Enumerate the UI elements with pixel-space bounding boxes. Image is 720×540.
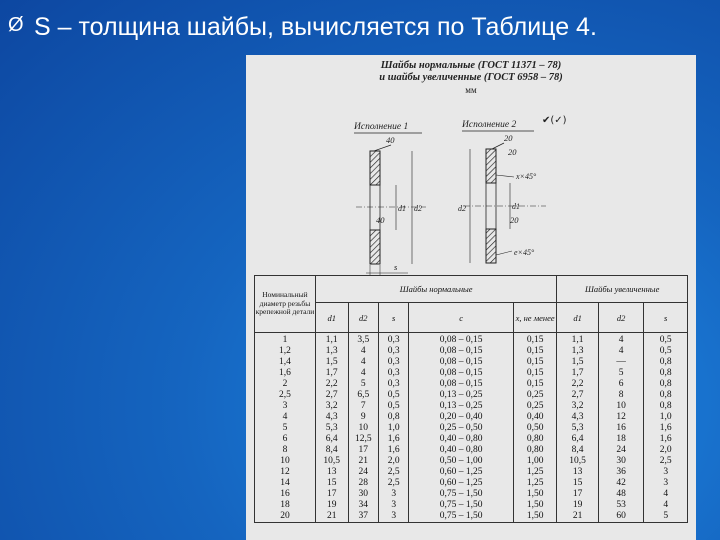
table-cell: 0,8 (644, 390, 688, 401)
table-cell: 0,3 (378, 333, 408, 347)
dim-40-mid: 40 (376, 215, 385, 225)
table-cell: 4 (644, 489, 688, 500)
table-cell: 5 (598, 368, 644, 379)
table-cell: 3 (378, 511, 408, 523)
dim-d2-v2: d2 (458, 204, 466, 213)
table-cell: 4,3 (315, 412, 348, 423)
table-cell: 13 (557, 467, 598, 478)
table-cell: 1,6 (644, 434, 688, 445)
table-cell: 3 (644, 467, 688, 478)
table-cell: 0,8 (378, 412, 408, 423)
table-cell: 2,7 (557, 390, 598, 401)
table-cell: 0,80 (513, 434, 557, 445)
dim-d1-v2: d1 (512, 202, 520, 211)
table-cell: 4 (598, 346, 644, 357)
table-row (255, 434, 688, 445)
table-cell: 3,2 (315, 401, 348, 412)
table-row (255, 478, 688, 489)
table-cell: 0,8 (644, 379, 688, 390)
table-cell: 5 (255, 423, 316, 434)
table-cell: 1,5 (557, 357, 598, 368)
table-cell: 5,3 (557, 423, 598, 434)
table-cell: 21 (348, 456, 378, 467)
table-cell: 10,5 (315, 456, 348, 467)
table-cell: 2,0 (644, 445, 688, 456)
table-row (255, 368, 688, 379)
table-cell: 1,7 (557, 368, 598, 379)
table-cell: 14 (255, 478, 316, 489)
table-cell: 0,50 – 1,00 (409, 456, 513, 467)
table-cell: 0,13 – 0,25 (409, 401, 513, 412)
scan-title-line1: Шайбы нормальные (ГОСТ 11371 – 78) (380, 60, 562, 71)
table-cell: 1,3 (557, 346, 598, 357)
table-cell: 1,4 (255, 357, 316, 368)
col-header: s (378, 303, 408, 333)
table-cell: 4 (598, 333, 644, 347)
col-header: x, не менее (513, 303, 557, 333)
col-header: d1 (315, 303, 348, 333)
table-cell: 7 (348, 401, 378, 412)
table-cell: 0,15 (513, 379, 557, 390)
table-cell: 2 (255, 379, 316, 390)
table-row (255, 445, 688, 456)
table-cell: 0,08 – 0,15 (409, 379, 513, 390)
table-cell: 10,5 (557, 456, 598, 467)
table-cell: 0,8 (644, 368, 688, 379)
table-cell: 0,5 (378, 401, 408, 412)
table-cell: 5 (348, 379, 378, 390)
table-cell: 28 (348, 478, 378, 489)
table-cell: 37 (348, 511, 378, 523)
table-cell: 60 (598, 511, 644, 523)
table-cell: 1,6 (378, 434, 408, 445)
table-cell: 0,75 – 1,50 (409, 511, 513, 523)
table-cell: 17 (557, 489, 598, 500)
table-cell: 5,3 (315, 423, 348, 434)
table-cell: 36 (598, 467, 644, 478)
table-cell: — (598, 357, 644, 368)
table-cell: 6 (255, 434, 316, 445)
table-cell: 2,7 (315, 390, 348, 401)
size-header: Номинальный диаметр резьбы крепежной детали (255, 276, 316, 333)
table-cell: 1 (255, 333, 316, 347)
table-row (255, 423, 688, 434)
table-cell: 1,50 (513, 500, 557, 511)
table-cell: 12,5 (348, 434, 378, 445)
table-cell: 1,6 (378, 445, 408, 456)
bullet-arrow-icon: Ø (8, 14, 24, 36)
table-cell: 3 (378, 500, 408, 511)
table-cell: 53 (598, 500, 644, 511)
table-cell: 0,20 – 0,40 (409, 412, 513, 423)
table-cell: 16 (255, 489, 316, 500)
washer-drawing (246, 105, 696, 275)
table-cell: 2,0 (378, 456, 408, 467)
table-cell: 10 (348, 423, 378, 434)
table-cell: 0,5 (644, 333, 688, 347)
table-cell: 13 (315, 467, 348, 478)
table-cell: 2,5 (378, 467, 408, 478)
table-cell: 1,25 (513, 478, 557, 489)
table-cell: 0,08 – 0,15 (409, 333, 513, 347)
table-cell: 10 (598, 401, 644, 412)
table-cell: 0,08 – 0,15 (409, 368, 513, 379)
table-cell: 18 (255, 500, 316, 511)
table-cell: 2,5 (255, 390, 316, 401)
table-row (255, 401, 688, 412)
table-cell: 42 (598, 478, 644, 489)
table-cell: 1,0 (644, 412, 688, 423)
table-cell: 4 (348, 368, 378, 379)
table-cell: 18 (598, 434, 644, 445)
group-normal-header: Шайбы нормальные (315, 276, 557, 303)
table-cell: 15 (315, 478, 348, 489)
table-cell: 0,15 (513, 357, 557, 368)
table-cell: 0,40 (513, 412, 557, 423)
col-header: d1 (557, 303, 598, 333)
table-row (255, 346, 688, 357)
table-cell: 34 (348, 500, 378, 511)
dim-40-top: 40 (386, 135, 395, 145)
table-row (255, 357, 688, 368)
dim-e-chamfer: e×45° (514, 248, 535, 257)
table-cell: 0,15 (513, 368, 557, 379)
table-row (255, 412, 688, 423)
table-cell: 30 (598, 456, 644, 467)
dim-20-top: 20 (504, 133, 513, 143)
table-cell: 21 (557, 511, 598, 523)
table-row (255, 511, 688, 523)
table-cell: 1,25 (513, 467, 557, 478)
table-row (255, 379, 688, 390)
table-cell: 0,80 (513, 445, 557, 456)
table-cell: 0,60 – 1,25 (409, 478, 513, 489)
table-cell: 6,4 (557, 434, 598, 445)
scan-unit: мм (465, 85, 477, 95)
dim-d2-v1: d2 (414, 204, 422, 213)
table-cell: 5 (644, 511, 688, 523)
table-cell: 2,5 (378, 478, 408, 489)
table-cell: 9 (348, 412, 378, 423)
table-cell: 6 (598, 379, 644, 390)
scanned-table-image (246, 55, 696, 540)
table-cell: 8,4 (315, 445, 348, 456)
check-mark-icon: ✔(✓) (542, 115, 567, 126)
table-cell: 0,08 – 0,15 (409, 346, 513, 357)
group-large-header: Шайбы увеличенные (557, 276, 688, 303)
table-cell: 1,50 (513, 489, 557, 500)
dim-20-upper: 20 (508, 147, 517, 157)
table-cell: 1,1 (315, 333, 348, 347)
table-cell: 2,5 (644, 456, 688, 467)
table-cell: 48 (598, 489, 644, 500)
table-cell: 0,25 (513, 390, 557, 401)
col-header: d2 (348, 303, 378, 333)
washer-table (254, 275, 688, 523)
table-cell: 2,2 (557, 379, 598, 390)
table-cell: 3 (644, 478, 688, 489)
table-cell: 1,00 (513, 456, 557, 467)
table-cell: 1,6 (255, 368, 316, 379)
table-cell: 0,40 – 0,80 (409, 445, 513, 456)
col-header: s (644, 303, 688, 333)
table-cell: 19 (315, 500, 348, 511)
table-row (255, 390, 688, 401)
dim-s: s (394, 262, 398, 272)
table-cell: 0,25 (513, 401, 557, 412)
table-cell: 12 (598, 412, 644, 423)
table-cell: 8,4 (557, 445, 598, 456)
table-cell: 2,2 (315, 379, 348, 390)
table-cell: 30 (348, 489, 378, 500)
variant1-label: Исполнение 1 (354, 122, 409, 132)
col-header: c (409, 303, 513, 333)
dim-x-chamfer: x×45° (516, 172, 537, 181)
table-cell: 1,5 (315, 357, 348, 368)
table-cell: 6,5 (348, 390, 378, 401)
table-cell: 0,25 – 0,50 (409, 423, 513, 434)
table-cell: 17 (348, 445, 378, 456)
table-cell: 0,75 – 1,50 (409, 489, 513, 500)
table-cell: 10 (255, 456, 316, 467)
table-cell: 15 (557, 478, 598, 489)
table-body (255, 333, 688, 523)
table-cell: 12 (255, 467, 316, 478)
scan-title-line2: и шайбы увеличенные (ГОСТ 6958 – 78) (379, 72, 563, 83)
table-cell: 0,3 (378, 357, 408, 368)
table-cell: 24 (598, 445, 644, 456)
table-cell: 3,2 (557, 401, 598, 412)
table-cell: 20 (255, 511, 316, 523)
table-cell: 17 (315, 489, 348, 500)
table-cell: 0,5 (378, 390, 408, 401)
table-cell: 6,4 (315, 434, 348, 445)
dim-d1-v1: d1 (398, 204, 406, 213)
table-cell: 0,50 (513, 423, 557, 434)
table-cell: 4 (644, 500, 688, 511)
table-cell: 4 (348, 346, 378, 357)
table-cell: 1,2 (255, 346, 316, 357)
table-cell: 0,15 (513, 333, 557, 347)
table-cell: 0,8 (644, 357, 688, 368)
table-cell: 4,3 (557, 412, 598, 423)
table-cell: 1,6 (644, 423, 688, 434)
table-cell: 0,3 (378, 368, 408, 379)
table-row (255, 456, 688, 467)
table-cell: 8 (598, 390, 644, 401)
table-cell: 0,40 – 0,80 (409, 434, 513, 445)
table-cell: 4 (255, 412, 316, 423)
table-cell: 3 (378, 489, 408, 500)
table-cell: 0,60 – 1,25 (409, 467, 513, 478)
table-cell: 0,5 (644, 346, 688, 357)
table-cell: 4 (348, 357, 378, 368)
table-row (255, 489, 688, 500)
table-cell: 0,15 (513, 346, 557, 357)
dim-20-lower: 20 (510, 215, 519, 225)
table-cell: 3 (255, 401, 316, 412)
variant2-label: Исполнение 2 (462, 120, 517, 130)
table-cell: 0,3 (378, 379, 408, 390)
table-cell: 1,7 (315, 368, 348, 379)
table-row (255, 500, 688, 511)
table-cell: 0,08 – 0,15 (409, 357, 513, 368)
table-cell: 0,8 (644, 401, 688, 412)
bullet-text: S – толщина шайбы, вычисляется по Таблице 4. (34, 13, 597, 41)
table-row (255, 467, 688, 478)
table-cell: 1,50 (513, 511, 557, 523)
table-cell: 19 (557, 500, 598, 511)
table-cell: 16 (598, 423, 644, 434)
table-cell: 0,3 (378, 346, 408, 357)
table-cell: 21 (315, 511, 348, 523)
table-cell: 1,1 (557, 333, 598, 347)
table-cell: 1,3 (315, 346, 348, 357)
table-cell: 1,0 (378, 423, 408, 434)
table-cell: 3,5 (348, 333, 378, 347)
col-header: d2 (598, 303, 644, 333)
table-row (255, 333, 688, 347)
table-cell: 0,13 – 0,25 (409, 390, 513, 401)
table-cell: 8 (255, 445, 316, 456)
table-cell: 24 (348, 467, 378, 478)
table-cell: 0,75 – 1,50 (409, 500, 513, 511)
